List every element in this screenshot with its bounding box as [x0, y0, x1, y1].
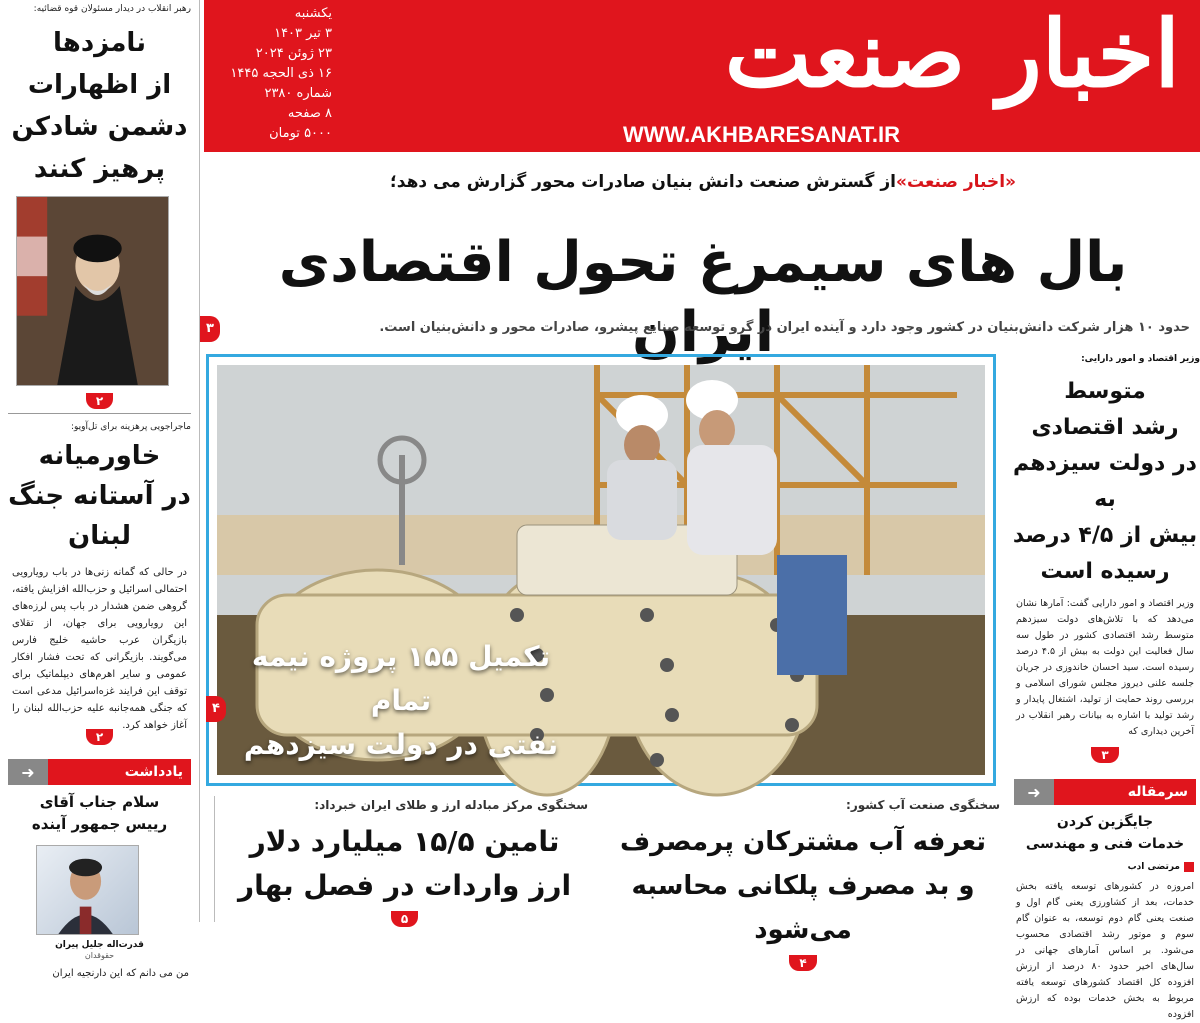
section-label: یادداشت	[48, 759, 191, 785]
page-number-badge[interactable]: ۲	[86, 729, 113, 745]
arrow-icon: ➜	[1014, 779, 1054, 805]
bottom-left-headline-line: تامین ۱۵/۵ میلیارد دلار	[249, 825, 560, 858]
masthead	[204, 0, 1200, 152]
main-subhead: حدود ۱۰ هزار شرکت دانش‌بنیان در کشور وجود دارد و آینده ایران در گرو توسعه صنایع پیشرو، صادرات محور و دانش‌بنیان است.	[379, 320, 1190, 335]
note-title-line: سلام جناب آقای	[39, 793, 160, 811]
issue-info	[212, 4, 332, 144]
bottom-right-story[interactable]	[600, 796, 1006, 970]
square-bullet-icon	[1184, 862, 1194, 872]
page-number-badge[interactable]: ۴	[789, 955, 816, 971]
top-headline-line: نامزدها	[53, 28, 146, 58]
note-body: من می دانم که این دارنجیه ایران	[52, 968, 189, 979]
note-section-header	[8, 759, 191, 785]
top-headline-line: از اظهارات	[27, 70, 172, 100]
editorial-author-row	[1016, 861, 1194, 873]
website-url[interactable]: WWW.AKHBARESANAT.IR	[622, 122, 900, 147]
bottom-right-headline-line: و بد مصرف پلکانی محاسبه می‌شود	[631, 871, 975, 945]
leader-photo	[16, 196, 169, 386]
kicker-text: از گسترش صنعت دانش بنیان صادرات محور گزارش می دهد؛	[390, 172, 896, 192]
editorial-section-header	[1014, 779, 1196, 805]
editorial-title[interactable]	[1010, 811, 1200, 855]
bottom-left-headline	[215, 820, 594, 908]
main-kicker	[206, 170, 1200, 194]
story2-headline-line: لبنان	[68, 521, 131, 551]
section-label: سرمقاله	[1054, 779, 1196, 805]
photo-caption-line: تکمیل ۱۵۵ پروژه نیمه تمام	[251, 640, 551, 717]
top-story-headline[interactable]	[0, 22, 199, 190]
headline-page-number[interactable]: ۳	[200, 316, 220, 342]
story2-headline[interactable]	[0, 436, 199, 556]
note-title[interactable]	[0, 791, 199, 835]
left-column	[0, 0, 200, 979]
author-portrait-image	[37, 846, 138, 934]
main-headline[interactable]: بال های سیمرغ تحول اقتصادی ایران	[278, 230, 1128, 365]
page-number-badge[interactable]: ۵	[391, 911, 418, 927]
story2-headline-line: در آستانه جنگ	[8, 481, 191, 511]
right-story-body: وزیر اقتصاد و امور دارایی گفت: آمارها نشان می‌دهد که با تلاش‌های دولت سیزدهم متوسط رشد اقتصادی کشور در طول سه سال فعالیت این دولت به بیش از ۴.۵ درصد رسیده است. سید احسان خاندوزی در جریان جلسه علنی دیروز مجلس شورای اسلامی و بررسی روند حمایت از تولید، اشتغال پایدار و رشد تولید با اشاره به بیانات رهبر انقلاب در آخرین دیداری که	[1016, 598, 1194, 737]
right-headline-line: متوسط	[1064, 379, 1146, 404]
kicker-brand: «اخبار صنعت»	[895, 172, 1016, 192]
top-headline-line: پرهیز کنند	[33, 154, 166, 184]
right-column	[1010, 352, 1200, 1020]
photo-caption-line: نفتی در دولت سیزدهم	[243, 728, 559, 761]
bottom-right-headline-line: تعرفه آب مشترکان پرمصرف	[619, 827, 987, 857]
newspaper-logo[interactable]: اخبار صنعت	[724, 0, 1180, 108]
right-headline-line: بیش از ۴/۵ درصد	[1012, 523, 1198, 548]
editorial-body: امروزه در کشورهای توسعه یافته بخش خدمات، بعد از کشاورزی یعنی گام اول و صنعت یعنی گام دوم توسعه، به عنوان گام سوم و موتور رشد اقتصادی محسوب می‌شود. بر اساس آمارهای جهانی در سال‌های اخیر حدود ۸۰ درصد از ارزش افزوده کل اقتصاد کشورهای توسعه یافته مربوط به بخش خدمات بوده که ارزش افزوده	[1016, 881, 1194, 1020]
right-headline-line: رشد اقتصادی	[1031, 415, 1179, 440]
photo-caption[interactable]	[241, 635, 561, 767]
note-author-role: حقوقدان	[84, 951, 115, 960]
bottom-right-kicker: سخنگوی صنعت آب کشور:	[846, 798, 1000, 812]
issue-info-line: ۲۳ ژوئن ۲۰۲۴	[255, 46, 332, 61]
editorial-title-line: جایگزین کردن	[1056, 814, 1154, 830]
story2-headline-line: خاورمیانه	[38, 441, 161, 471]
bottom-left-story[interactable]	[214, 796, 594, 926]
main-photo-frame	[206, 354, 996, 786]
right-headline-line: رسیده است	[1040, 559, 1170, 584]
story2-body: در حالی که گمانه زنی‌ها در باب رویارویی احتمالی اسرائیل و حزب‌الله افزایش یافته، گروهی ضمن هشدار در باب پس لرزه‌های این رویارویی برای جهان، از تقلای بازیگران عرب حاشیه خلیج فارس می‌گویند. بازیگرانی که تحت فشار افکار عمومی و سایر اهرم‌های دیپلماتیک برای توقف این فرایند غزه‌اسرائیل مدعی است که جنگی همه‌جانبه علیه حزب‌الله لبنان را آغاز خواهد کرد.	[12, 567, 187, 731]
right-story-headline[interactable]	[1010, 374, 1200, 590]
issue-info-line: ۳ تیر ۱۴۰۳	[274, 26, 332, 41]
right-headline-line: در دولت سیزدهم به	[1013, 451, 1197, 512]
bottom-right-headline	[600, 820, 1006, 952]
bottom-left-kicker: سخنگوی مرکز مبادله ارز و طلای ایران خبرداد:	[314, 798, 588, 812]
arrow-icon: ➜	[8, 759, 48, 785]
note-author: قدرت‌اله جلیل پیران	[55, 940, 144, 950]
issue-info-line: یکشنبه	[294, 6, 332, 21]
top-headline-line: دشمن شادکن	[11, 112, 188, 142]
author-photo	[36, 845, 139, 935]
photo-page-number[interactable]: ۴	[206, 696, 226, 722]
issue-info-line: شماره ۲۳۸۰	[264, 86, 332, 101]
bottom-left-headline-line: ارز واردات در فصل بهار	[237, 869, 572, 902]
right-story-kicker: وزیر اقتصاد و امور دارایی:	[1081, 354, 1200, 364]
editorial-author: مرتضی ادب	[1127, 862, 1180, 872]
page-number-badge[interactable]: ۳	[1091, 747, 1118, 763]
page-number-badge[interactable]: ۲	[86, 393, 113, 409]
issue-info-line: ۵۰۰۰ تومان	[269, 126, 332, 141]
leader-portrait-image	[17, 197, 168, 385]
pipeline-photo[interactable]	[217, 365, 985, 775]
issue-info-line: ۱۶ ذی الحجه ۱۴۴۵	[230, 66, 332, 81]
story2-kicker: ماجراجویی پرهزینه برای تل‌آویو:	[71, 422, 191, 432]
top-story-kicker: رهبر انقلاب در دیدار مسئولان قوه قضائیه:	[33, 4, 191, 14]
editorial-title-line: خدمات فنی و مهندسی	[1025, 836, 1185, 852]
main-kicker-row	[206, 170, 1200, 194]
issue-info-line: ۸ صفحه	[287, 106, 332, 121]
note-title-line: رییس جمهور آینده	[31, 815, 168, 833]
